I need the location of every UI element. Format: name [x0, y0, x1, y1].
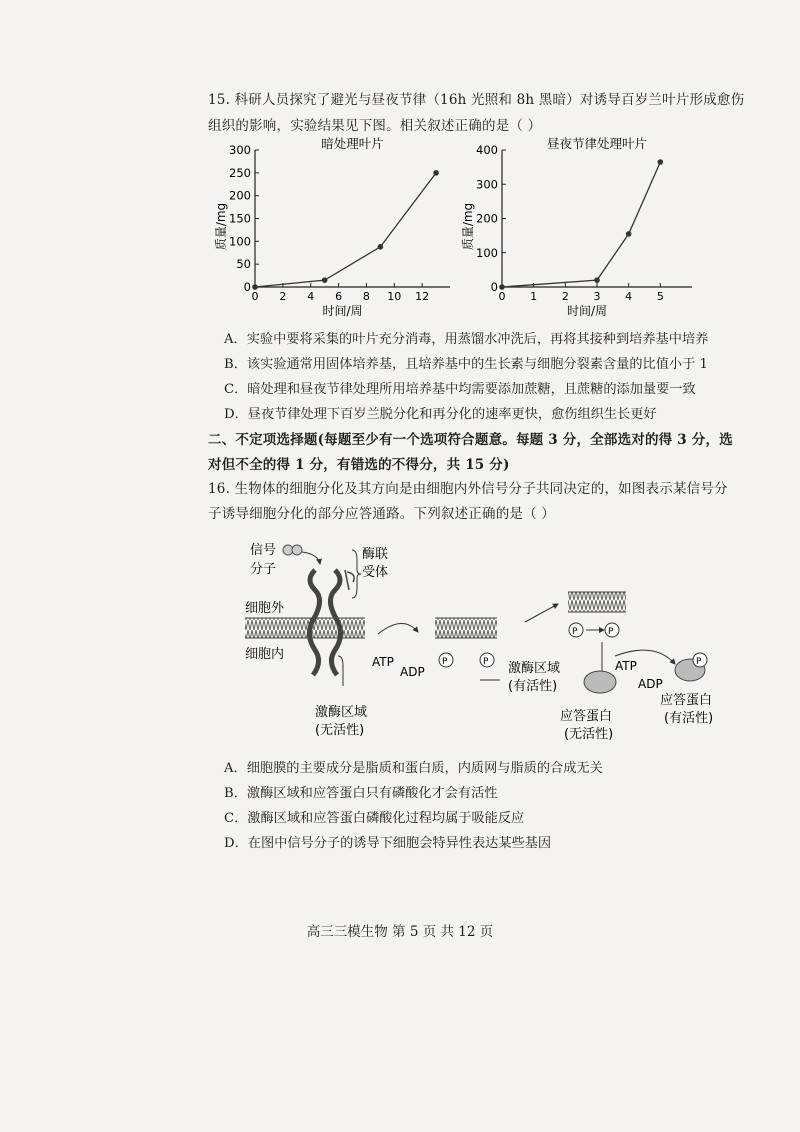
- data-point: [658, 159, 664, 165]
- data-point: [322, 277, 328, 283]
- q15-option-b: B．该实验通常用固体培养基，且培养基中的生长素与细胞分裂素含量的比值小于 1: [224, 357, 708, 372]
- x-tick-label: 0: [251, 290, 259, 303]
- y-tick-label: 400: [476, 143, 498, 157]
- kinase-inactive-status: (无活性): [315, 723, 365, 738]
- y-tick-label: 0: [490, 280, 498, 294]
- section2-line2: 对但不全的得 1 分，有错选的不得分，共 15 分): [208, 457, 510, 473]
- response-inactive-status: (无活性): [564, 727, 614, 742]
- signal-molecule-label-2: 分子: [250, 562, 277, 577]
- arrow-to-right: [525, 604, 558, 622]
- q15-option-d: D．昼夜节律处理下百岁兰脱分化和再分化的速率更快，愈伤组织生长更好: [224, 407, 657, 422]
- response-active-status: (有活性): [664, 711, 714, 726]
- outside-label: 细胞外: [245, 601, 285, 616]
- phosphate-p-5: P: [696, 657, 702, 667]
- q16-stem-line1: 16. 生物体的细胞分化及其方向是由细胞内外信号分子共同决定的，如图表示某信号分: [208, 481, 728, 497]
- q15-option-c: C．暗处理和昼夜节律处理所用培养基中均需要添加蔗糖，且蔗糖的添加量要一致: [224, 382, 696, 397]
- x-tick-label: 4: [307, 290, 315, 303]
- y-tick-label: 250: [229, 165, 251, 180]
- x-tick-label: 3: [593, 290, 601, 303]
- data-point: [626, 231, 632, 237]
- membrane-left: [245, 618, 365, 638]
- y-tick-label: 0: [243, 280, 251, 294]
- x-tick-label: 10: [387, 290, 402, 303]
- kinase-inactive-label: 激酶区域: [315, 705, 368, 720]
- chart-title: 昼夜节律处理叶片: [546, 136, 648, 151]
- x-tick-label: 6: [335, 290, 343, 303]
- x-tick-label: 1: [530, 290, 538, 303]
- q15-stem-line1: 15. 科研人员探究了避光与昼夜节律（16h 光照和 8h 黑暗）对诱导百岁兰叶片形成愈伤: [208, 92, 745, 108]
- y-tick-label: 50: [236, 257, 251, 272]
- receptor-label: 酶联: [362, 547, 389, 562]
- q16-stem-line2: 子诱导细胞分化的部分应答通路。下列叙述正确的是（ ）: [208, 506, 555, 522]
- y-tick-label: 100: [229, 234, 251, 249]
- phosphorylation-arrow-1: [378, 623, 418, 634]
- y-tick-label: 300: [229, 143, 251, 157]
- adp-label-2: ADP: [638, 677, 663, 691]
- x-axis-label: 时间/周: [322, 304, 363, 318]
- series-line: [502, 162, 660, 287]
- receptor-label-2: 受体: [362, 565, 389, 580]
- x-tick-label: 4: [625, 290, 633, 303]
- phosphate-p-2: P: [483, 657, 489, 667]
- kinase-active-label: 激酶区域: [508, 661, 561, 676]
- x-tick-label: 12: [415, 290, 430, 303]
- chart-dark-treatment: [205, 132, 450, 332]
- y-axis-label: 质量/mg: [461, 202, 475, 251]
- membrane-middle: [435, 618, 497, 638]
- response-inactive-label: 应答蛋白: [560, 709, 613, 724]
- y-tick-label: 150: [229, 211, 251, 226]
- q16-option-d: D．在图中信号分子的诱导下细胞会特异性表达某些基因: [224, 836, 552, 851]
- series-line: [255, 173, 436, 287]
- atp-label-1: ATP: [372, 655, 394, 669]
- y-axis-label: 质量/mg: [214, 202, 228, 251]
- inside-label: 细胞内: [245, 647, 285, 662]
- signal-pathway-diagram: [230, 530, 750, 755]
- chart-daynight-treatment: [460, 132, 700, 332]
- section2-line1: 二、不定项选择题(每题至少有一个选项符合题意。每题 3 分，全部选对的得 3 分，选: [208, 432, 733, 448]
- kinase-active-status: (有活性): [508, 679, 558, 694]
- atp-label-2: ATP: [615, 659, 637, 673]
- x-tick-label: 0: [498, 290, 506, 303]
- data-point: [499, 284, 505, 290]
- adp-label-1: ADP: [400, 665, 425, 679]
- q15-stem-line2: 组织的影响，实验结果见下图。相关叙述正确的是（ ）: [208, 118, 542, 134]
- response-active-label: 应答蛋白: [660, 693, 713, 708]
- y-tick-label: 200: [476, 211, 498, 226]
- phosphate-p-4: P: [608, 627, 614, 637]
- x-tick-label: 2: [561, 290, 569, 303]
- data-point: [433, 170, 439, 176]
- q16-option-c: C．激酶区域和应答蛋白磷酸化过程均属于吸能反应: [224, 811, 525, 826]
- q16-option-a: A．细胞膜的主要成分是脂质和蛋白质，内质网与脂质的合成无关: [224, 761, 603, 776]
- signal-molecule-label: 信号: [250, 543, 277, 558]
- signal-molecule-icon-2: [292, 545, 302, 555]
- x-tick-label: 2: [279, 290, 287, 303]
- y-tick-label: 100: [476, 245, 498, 260]
- y-tick-label: 300: [476, 177, 498, 192]
- x-tick-label: 5: [656, 290, 664, 303]
- phosphate-p-3: P: [572, 627, 578, 637]
- response-protein-inactive: [584, 671, 616, 693]
- x-axis-label: 时间/周: [566, 304, 608, 318]
- q16-option-b: B．激酶区域和应答蛋白只有磷酸化才会有活性: [224, 786, 498, 801]
- page-footer: 高三三模生物 第 5 页 共 12 页: [306, 924, 494, 940]
- chart-title: 暗处理叶片: [321, 136, 384, 151]
- q15-option-a: A．实验中要将采集的叶片充分消毒，用蒸馏水冲洗后，再将其接种到培养基中培养: [224, 332, 709, 347]
- y-tick-label: 200: [229, 188, 251, 203]
- data-point: [594, 277, 600, 283]
- x-tick-label: 8: [362, 290, 370, 303]
- data-point: [252, 284, 258, 290]
- membrane-right: [568, 592, 626, 612]
- phosphate-p-1: P: [442, 657, 448, 667]
- data-point: [378, 244, 384, 250]
